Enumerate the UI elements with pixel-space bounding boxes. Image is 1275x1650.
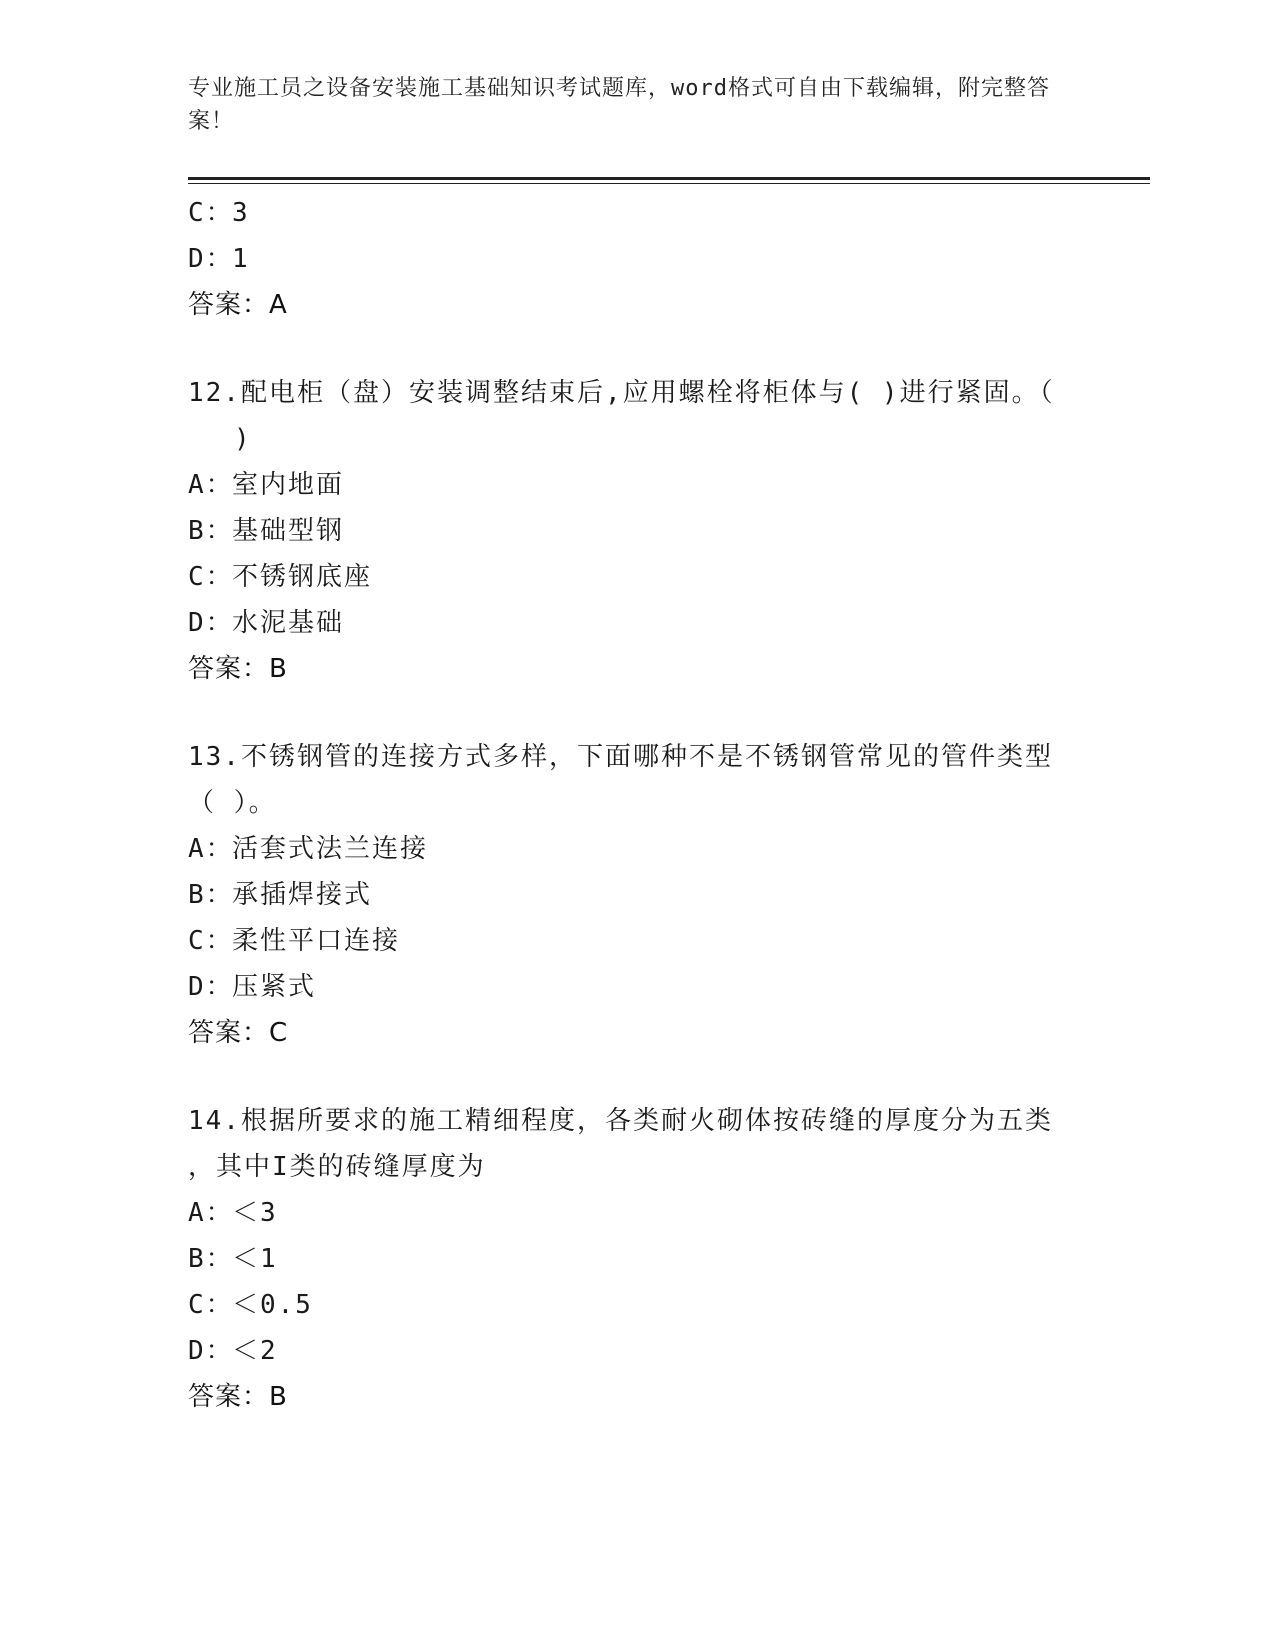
question-text-line2: （ ）。: [188, 788, 277, 818]
option-text: ＜2: [232, 1336, 278, 1366]
answer-value: A: [269, 290, 288, 320]
option-text: ＜1: [232, 1244, 278, 1274]
answer-line: [188, 282, 1088, 328]
option-c: [188, 918, 1088, 964]
question-text-line2: ，其中I类的砖缝厚度为: [188, 1152, 486, 1182]
option-b: [188, 1236, 1088, 1282]
question-14: [188, 1098, 1088, 1420]
option-label: C：: [188, 926, 234, 956]
option-label: D：: [188, 244, 234, 274]
option-text: ＜0.5: [232, 1290, 313, 1320]
header-rule-thin: [188, 183, 1150, 184]
option-label: A：: [188, 470, 234, 500]
option-label: B：: [188, 1244, 234, 1274]
option-label: C：: [188, 562, 234, 592]
option-text: 3: [232, 198, 250, 228]
document-content: [188, 190, 1088, 1420]
option-a: [188, 462, 1088, 508]
header-rule-thick: [188, 177, 1150, 180]
answer-label: 答案：: [188, 654, 270, 684]
option-label: D：: [188, 1336, 234, 1366]
option-d: [188, 1328, 1088, 1374]
answer-value: C: [269, 1018, 289, 1048]
answer-value: B: [269, 1382, 288, 1412]
option-d: [188, 600, 1088, 646]
answer-label: 答案：: [188, 1382, 270, 1412]
option-label: C：: [188, 198, 234, 228]
option-label: B：: [188, 516, 234, 546]
option-text: 柔性平口连接: [232, 926, 401, 956]
answer-label: 答案：: [188, 290, 270, 320]
option-text: 室内地面: [232, 470, 345, 500]
option-a: [188, 1190, 1088, 1236]
option-label: D：: [188, 972, 234, 1002]
answer-line: [188, 646, 1088, 692]
document-header: 专业施工员之设备安装施工基础知识考试题库，word格式可自由下载编辑，附完整答案！: [188, 76, 1050, 134]
option-c: [188, 190, 1088, 236]
option-label: D：: [188, 608, 234, 638]
option-c: [188, 554, 1088, 600]
option-label: C：: [188, 1290, 234, 1320]
option-text: 不锈钢底座: [232, 562, 373, 592]
option-label: B：: [188, 880, 234, 910]
option-text: 1: [232, 244, 250, 274]
option-text: 活套式法兰连接: [232, 834, 429, 864]
option-text: ＜3: [232, 1198, 278, 1228]
option-label: A：: [188, 834, 234, 864]
answer-line: [188, 1374, 1088, 1420]
option-text: 基础型钢: [232, 516, 345, 546]
option-b: [188, 872, 1088, 918]
question-12: [188, 370, 1088, 692]
option-c: [188, 1282, 1088, 1328]
question-text-line1: 12.配电柜（盘）安装调整结束后,应用螺栓将柜体与( )进行紧固。（: [188, 378, 1055, 408]
option-text: 压紧式: [232, 972, 317, 1002]
question-text-line1: 14.根据所要求的施工精细程度，各类耐火砌体按砖缝的厚度分为五类: [188, 1106, 1053, 1136]
option-d: [188, 964, 1088, 1010]
option-text: 水泥基础: [232, 608, 345, 638]
prev-question-block: [188, 190, 1088, 328]
option-b: [188, 508, 1088, 554]
answer-value: B: [269, 654, 288, 684]
question-text-line1: 13.不锈钢管的连接方式多样，下面哪种不是不锈钢管常见的管件类型: [188, 742, 1053, 772]
question-text-line2: ): [234, 424, 252, 454]
answer-label: 答案：: [188, 1018, 270, 1048]
option-a: [188, 826, 1088, 872]
option-label: A：: [188, 1198, 234, 1228]
option-d: [188, 236, 1088, 282]
option-text: 承插焊接式: [232, 880, 373, 910]
question-13: [188, 734, 1088, 1056]
answer-line: [188, 1010, 1088, 1056]
